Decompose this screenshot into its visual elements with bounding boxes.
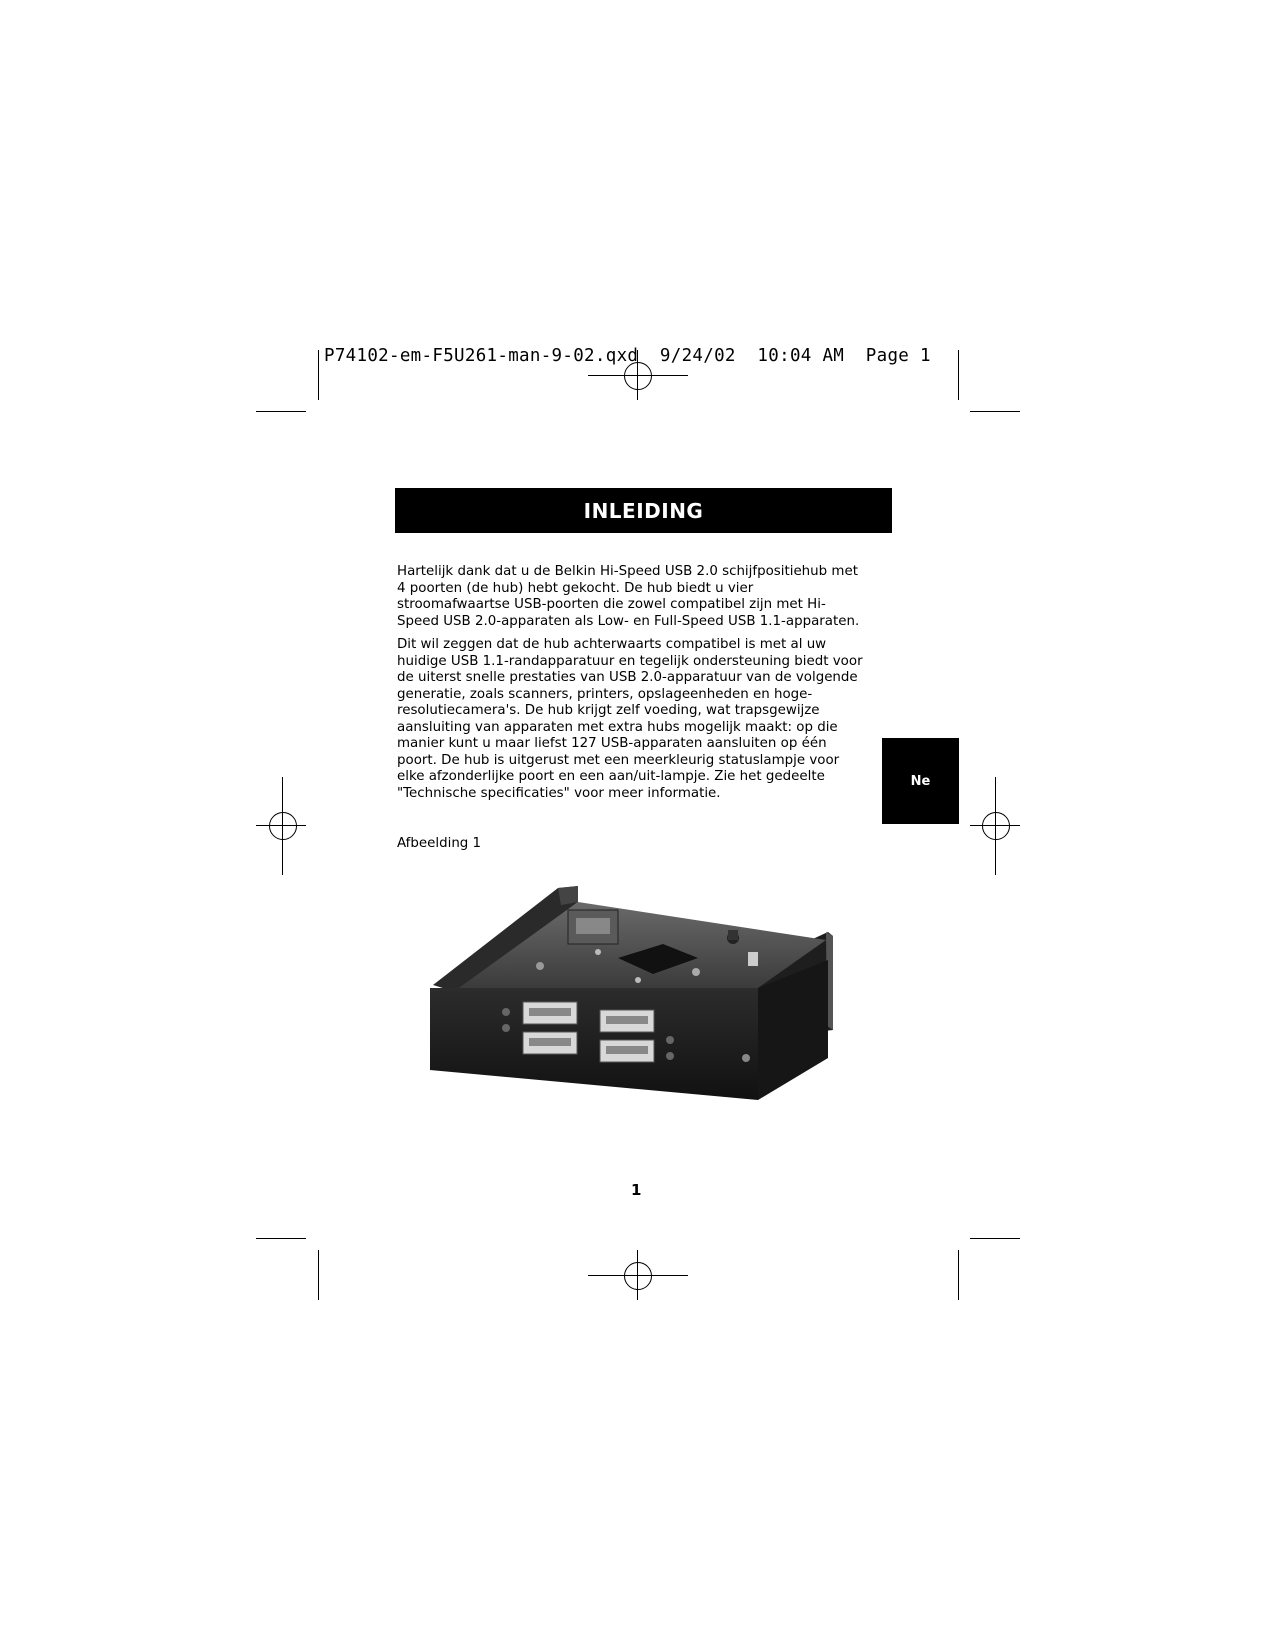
crop-mark: [318, 1250, 319, 1300]
section-title-bar: [395, 488, 892, 533]
section-title: INLEIDING: [583, 498, 704, 523]
registration-circle-icon: [624, 1262, 652, 1290]
language-tab-label: Ne: [910, 773, 931, 789]
crop-mark: [970, 411, 1020, 412]
crop-mark: [958, 350, 959, 400]
paragraph: Hartelijk dank dat u de Belkin Hi-Speed USB 2.0 schijfpositiehub met 4 poorten (de hub) hebt gekocht. De hub biedt u vier stroomafwaartse USB-poorten die zowel compatibel zijn met Hi-Speed USB 2.0-apparaten als Low- en Full-Speed USB 1.1-apparaten.: [397, 564, 860, 629]
registration-circle-icon: [624, 362, 652, 390]
crop-mark: [256, 411, 306, 412]
crop-mark: [958, 1250, 959, 1300]
page-number: 1: [631, 1181, 642, 1199]
file-slug: P74102-em-F5U261-man-9-02.qxd 9/24/02 10:04 AM Page 1: [324, 346, 931, 366]
registration-circle-icon: [269, 812, 297, 840]
usb-hub-photo: [428, 880, 838, 1120]
crop-mark: [256, 1238, 306, 1239]
crop-mark: [970, 1238, 1020, 1239]
crop-mark: [318, 350, 319, 400]
paragraph: Dit wil zeggen dat de hub achterwaarts compatibel is met al uw huidige USB 1.1-randapparatuur en tegelijk ondersteuning biedt voor de uiterst snelle prestaties van USB 2.0-apparatuur van de volgende generatie, zoals scanners, printers, opslageenheden en hoge-resolutiecamera's. De hub krijgt zelf voeding, wat trapsgewijze aansluiting van apparaten met extra hubs mogelijk maakt: op die manier kunt u maar liefst 127 USB-apparaten aansluiten op één poort. De hub is uitgerust met een meerkleurig statuslampje voor elke afzonderlijke poort en een aan/uit-lampje. Zie het gedeelte "Technische specificaties" voor meer informatie.: [397, 637, 863, 801]
figure-caption: Afbeelding 1: [397, 836, 482, 851]
intro-text: [397, 564, 867, 809]
registration-circle-icon: [982, 812, 1010, 840]
language-tab: [882, 738, 959, 824]
